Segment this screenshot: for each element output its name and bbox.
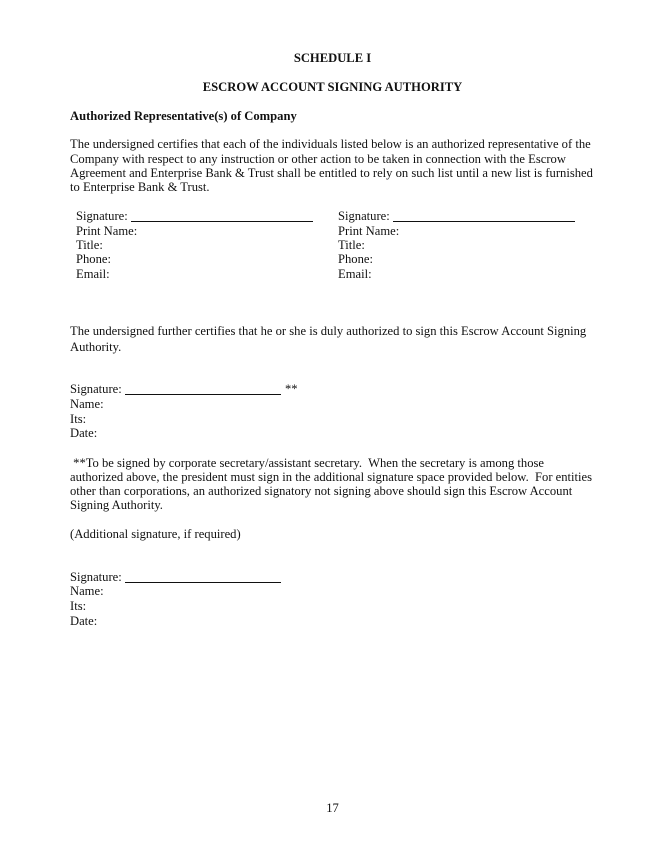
document-title: ESCROW ACCOUNT SIGNING AUTHORITY	[202, 80, 463, 94]
signature-label: Signature:	[338, 209, 390, 223]
date-label: Date:	[70, 614, 98, 628]
signature-label: Signature:	[70, 382, 122, 396]
signature-label: Signature:	[76, 209, 128, 223]
schedule-title: SCHEDULE I	[293, 51, 372, 65]
footnote-marker: **	[285, 382, 298, 396]
signature-line[interactable]	[131, 221, 313, 222]
title-label: Title:	[76, 238, 103, 252]
footnote-line: **To be signed by corporate secretary/assistant secretary. When the secretary is among those	[70, 456, 545, 470]
section-heading: Authorized Representative(s) of Company	[70, 109, 297, 123]
intro-line: to Enterprise Bank & Trust.	[70, 180, 210, 194]
signature-line[interactable]	[393, 221, 575, 222]
date-label: Date:	[70, 426, 98, 440]
email-label: Email:	[76, 267, 110, 281]
footnote-line: Signing Authority.	[70, 498, 163, 512]
name-label: Name:	[70, 397, 104, 411]
its-label: Its:	[70, 599, 87, 613]
signature-line[interactable]	[125, 582, 281, 583]
print-name-label: Print Name:	[338, 224, 400, 238]
its-label: Its:	[70, 412, 87, 426]
footnote-line: other than corporations, an authorized signatory not signing above should sign this Escrow Account	[70, 484, 573, 498]
intro-line: Agreement and Enterprise Bank & Trust shall be entitled to rely on such list until a new list is furnished	[70, 166, 593, 180]
phone-label: Phone:	[76, 252, 111, 266]
certification-line: Authority.	[70, 340, 122, 354]
signature-line[interactable]	[125, 394, 281, 395]
additional-note: (Additional signature, if required)	[70, 527, 241, 541]
name-label: Name:	[70, 584, 104, 598]
certification-line: The undersigned further certifies that he or she is duly authorized to sign this Escrow Account Signing	[70, 324, 587, 338]
phone-label: Phone:	[338, 252, 373, 266]
email-label: Email:	[338, 267, 372, 281]
footnote-line: authorized above, the president must sign in the additional signature space provided below. For entities	[70, 470, 593, 484]
intro-line: Company with respect to any instruction or other action to be taken in connection with the Escrow	[70, 152, 566, 166]
title-label: Title:	[338, 238, 365, 252]
print-name-label: Print Name:	[76, 224, 138, 238]
page-number: 17	[326, 801, 339, 815]
signature-label: Signature:	[70, 570, 122, 584]
intro-line: The undersigned certifies that each of the individuals listed below is an authorized representative of the	[70, 137, 591, 151]
